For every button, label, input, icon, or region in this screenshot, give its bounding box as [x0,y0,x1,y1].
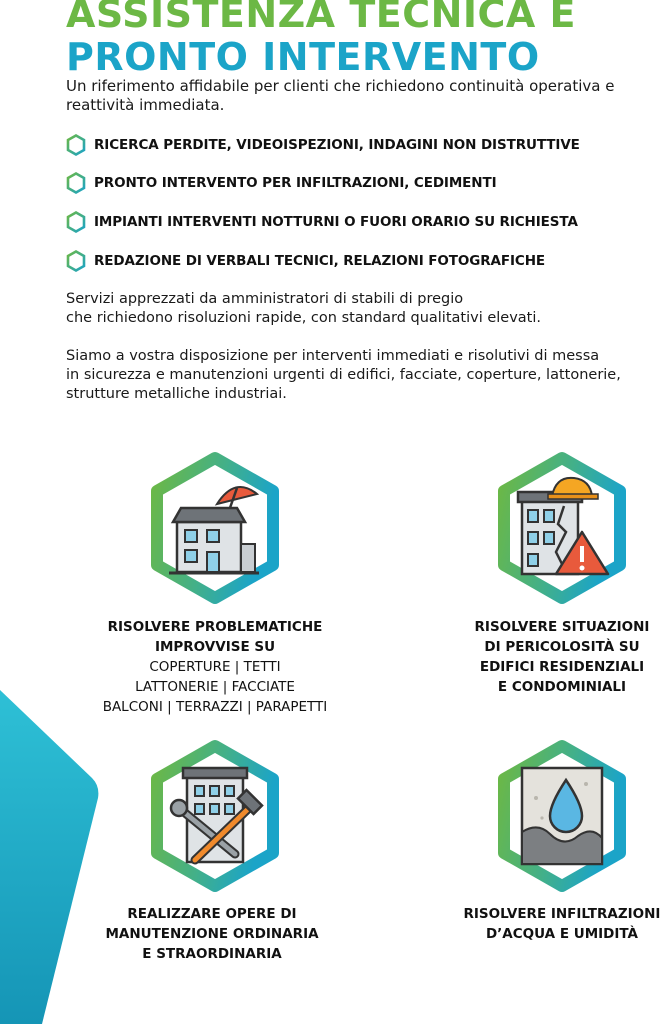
caption-line: E STRAORDINARIA [142,946,282,962]
cracked-building-warning-icon [512,474,612,582]
caption-line: E CONDOMINIALI [497,679,627,695]
caption-line: DI PERICOLOSITÀ SU [484,639,640,655]
bullet-item [66,209,580,234]
hexagon-icon [66,172,86,194]
caption-line: MANUTENZIONE ORDINARIA [105,926,319,942]
wall-water-drop-icon [512,762,612,870]
caption-line: RISOLVERE SITUAZIONI [474,619,650,635]
paragraph-line: strutture metalliche industriai. [66,386,287,402]
page-title-line-1: ASSISTENZA TECNICA E [66,0,577,36]
bullet-text: RICERCA PERDITE, VIDEOISPEZIONI, INDAGINI NON DISTRUTTIVE [94,136,580,153]
paragraph-availability [66,347,621,404]
bullet-item [66,248,580,273]
bullet-text: IMPIANTI INTERVENTI NOTTURNI O FUORI ORARIO SU RICHIESTA [94,213,578,230]
service-caption-4 [446,904,665,944]
caption-line: EDIFICI RESIDENZIALI [479,659,645,675]
caption-line: COPERTURE | TETTI [149,659,281,675]
services-bullet-list [66,132,580,287]
paragraph-line: Siamo a vostra disposizione per interventi immediati e risolutivi di messa [66,348,600,364]
caption-line: IMPROVVISE SU [154,639,276,655]
paragraph-line: in sicurezza e manutenzioni urgenti di edifici, facciate, coperture, lattonerie, [66,367,621,383]
paragraph-line: Servizi apprezzati da amministratori di stabili di pregio [66,291,464,307]
paragraph-line: che richiedono risoluzioni rapide, con standard qualitativi elevati. [66,310,542,326]
caption-line: LATTONERIE | FACCIATE [135,679,295,695]
service-icon-card-1 [147,450,283,606]
caption-line: BALCONI | TERRAZZI | PARAPETTI [102,699,328,715]
service-caption-3 [92,904,332,964]
hexagon-icon [66,211,86,233]
decorative-shape [0,690,100,1024]
bullet-text: PRONTO INTERVENTO PER INFILTRAZIONI, CEDIMENTI [94,175,497,192]
paragraph-administrators [66,290,541,328]
service-icon-card-4 [494,738,630,894]
bullet-item [66,132,580,157]
building-umbrella-icon [165,474,265,582]
service-icon-card-3 [147,738,283,894]
building-tools-icon [165,762,265,870]
page-title-line-2: PRONTO INTERVENTO [66,35,540,79]
caption-line: D’ACQUA E UMIDITÀ [485,926,639,942]
caption-line: RISOLVERE PROBLEMATICHE [107,619,323,635]
service-caption-1 [70,617,360,717]
service-icon-card-2 [494,450,630,606]
service-caption-2 [452,617,665,697]
hexagon-icon [66,250,86,272]
caption-line: RISOLVERE INFILTRAZIONI [463,906,661,922]
hexagon-icon [66,134,86,156]
intro-text: Un riferimento affidabile per clienti che richiedono continuità operativa e reattività immediata. [66,77,615,114]
bullet-text: REDAZIONE DI VERBALI TECNICI, RELAZIONI FOTOGRAFICHE [94,252,546,269]
caption-line: REALIZZARE OPERE DI [127,906,297,922]
bullet-item [66,171,580,196]
